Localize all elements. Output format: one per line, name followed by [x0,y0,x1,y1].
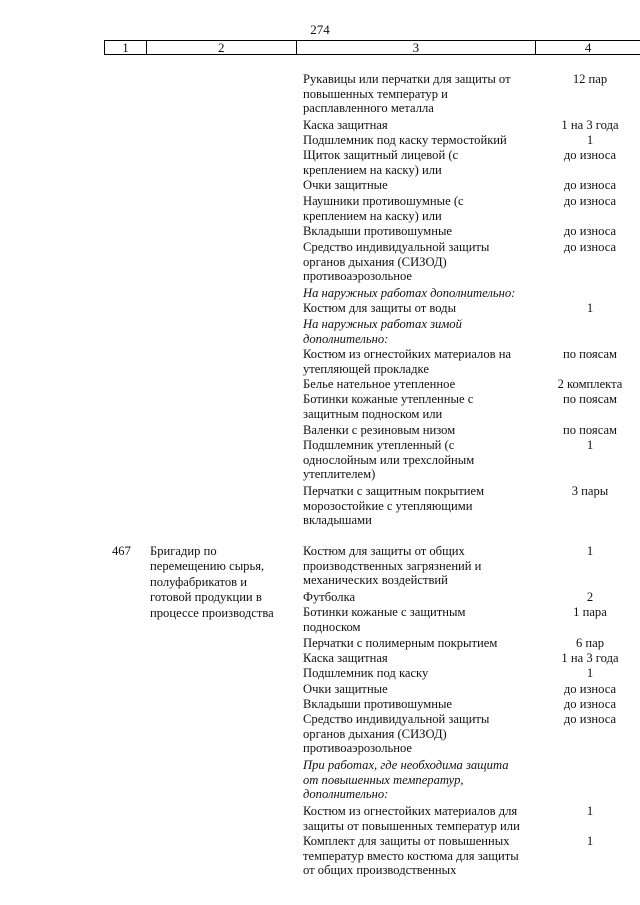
item-text: Вкладыши противошумные [303,224,453,238]
item-qty: 12 пар [572,72,608,86]
section-note: На наружных работах дополнительно: [303,286,516,300]
item-text: Наушники противошумные (с креплением на каску) или [303,194,464,223]
item-text: Вкладыши противошумные [303,697,453,711]
item-text: Подшлемник утепленный (с однослойным или трехслойным утеплителем) [303,438,475,482]
page-number: 274 [310,22,330,37]
item-text: Очки защитные [303,682,388,696]
item-text: Ботинки кожаные с защитным подноском [303,605,466,634]
item-qty: до износа [563,682,617,696]
section-note: На наружных работах зимой дополнительно: [303,317,462,346]
item-text: Костюм для защиты от воды [303,301,457,315]
item-text: Комплект для защиты от повышенных температур вместо костюма для защиты от общих производственных [303,834,519,878]
item-qty: 1 [586,834,594,848]
item-qty: 1 [586,666,594,680]
header-col-3: 3 [297,41,537,54]
item-qty: 6 пар [575,636,605,650]
item-text: Подшлемник под каску [303,666,429,680]
table-header [104,40,640,55]
item-qty: 1 [586,804,594,818]
item-qty: до износа [563,224,617,238]
item-qty: до износа [563,240,617,254]
header-col-1: 1 [105,41,147,54]
item-qty: до износа [563,178,617,192]
item-text: Каска защитная [303,651,388,665]
item-qty: по поясам [562,392,618,406]
item-text: Щиток защитный лицевой (с креплением на каску) или [303,148,459,177]
item-qty: 1 на 3 года [561,118,619,132]
item-qty: 3 пары [571,484,609,498]
item-qty: 2 [586,590,594,604]
item-qty: 1 [586,544,594,558]
item-qty: до износа [563,697,617,711]
item-qty: до износа [563,712,617,726]
item-text: Перчатки с защитным покрытием морозостойкие с утепляющими вкладышами [303,484,485,528]
item-qty: 1 [586,438,594,452]
item-qty: 2 комплекта [557,377,623,391]
item-text: Средство индивидуальной защиты органов дыхания (СИЗОД) противоаэрозольное [303,240,490,284]
item-text: Футболка [303,590,356,604]
item-text: Костюм из огнестойких материалов на утепляющей прокладке [303,347,512,376]
item-text: Каска защитная [303,118,388,132]
header-col-4: 4 [584,40,592,55]
item-text: Перчатки с полимерным покрытием [303,636,498,650]
item-qty: 1 на 3 года [561,651,619,665]
section-note: При работах, где необходима защита от повышенных температур, дополнительно: [303,758,509,802]
item-text: Средство индивидуальной защиты органов дыхания (СИЗОД) противоаэрозольное [303,712,490,756]
row-number: 467 [112,544,131,558]
item-text: Валенки с резиновым низом [303,423,456,437]
item-qty: по поясам [562,347,618,361]
item-qty: по поясам [562,423,618,437]
item-qty: 1 пара [573,605,607,619]
item-text: Очки защитные [303,178,388,192]
item-text: Ботинки кожаные утепленные с защитным подноском или [303,392,474,421]
item-text: Костюм для защиты от общих производственных загрязнений и механических воздействий [303,544,482,588]
header-col-2: 2 [147,41,297,54]
item-text: Рукавицы или перчатки для защиты от повышенных температур и расплавленного металла [303,72,511,116]
item-qty: до износа [563,194,617,208]
item-text: Подшлемник под каску термостойкий [303,133,507,147]
item-text: Костюм из огнестойких материалов для защиты от повышенных температур или [303,804,520,833]
item-qty: 1 [586,301,594,315]
item-qty: 1 [586,133,594,147]
job-title: Бригадир по перемещению сырья, полуфабрикатов и готовой продукции в процессе производства [150,544,274,620]
item-text: Белье нательное утепленное [303,377,456,391]
item-qty: до износа [563,148,617,162]
